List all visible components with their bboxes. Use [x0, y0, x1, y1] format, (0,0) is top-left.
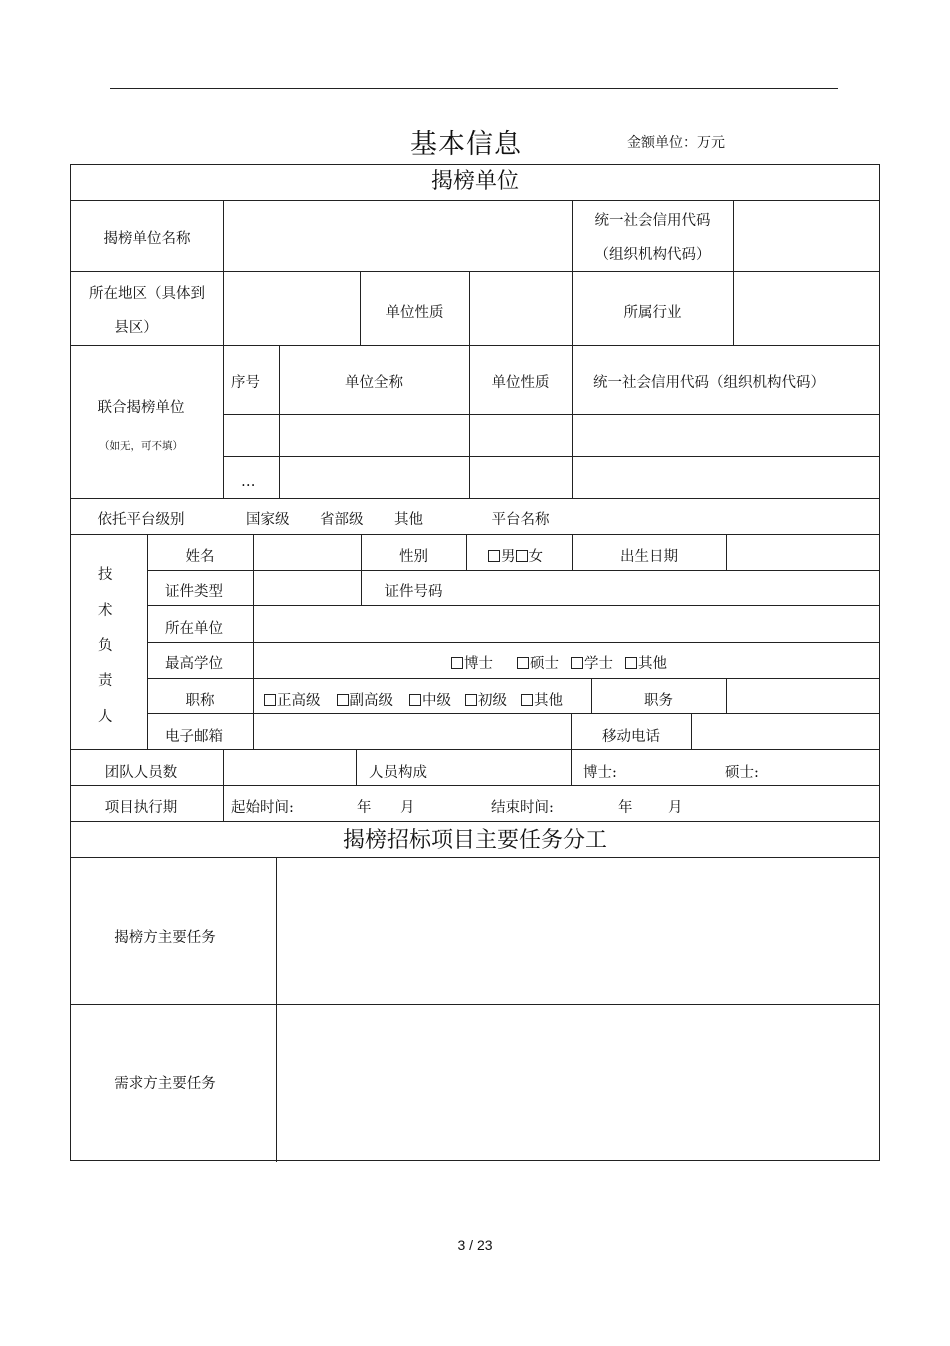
- title-other-label: 其他: [534, 693, 563, 709]
- amount-unit: 金额单位：万元: [627, 135, 725, 151]
- degree-phd-label: 博士: [464, 656, 493, 672]
- region-label-sub: 县区）: [114, 320, 158, 336]
- level-other[interactable]: 其他: [394, 512, 423, 528]
- tech-lead-char-3: 负: [98, 638, 113, 654]
- title-junior-checkbox[interactable]: [465, 694, 477, 706]
- credit-code-label-sub: （组织机构代码）: [594, 247, 711, 263]
- col-fullname: 单位全称: [345, 375, 403, 391]
- degree-other-label: 其他: [638, 656, 667, 672]
- end-year-label: 年: [618, 800, 633, 816]
- degree-master-label: 硕士: [530, 656, 559, 672]
- title-associate-checkbox[interactable]: [337, 694, 349, 706]
- section-title-bidder: 揭榜单位: [430, 169, 519, 194]
- page-number: 3 / 23: [457, 1237, 493, 1253]
- degree-other-checkbox[interactable]: [625, 657, 637, 669]
- header-rule: [110, 88, 838, 89]
- position-label: 职务: [644, 693, 673, 709]
- info-form-table: [70, 164, 880, 1161]
- unit-name-label: 揭榜单位名称: [103, 231, 191, 247]
- region-label: 所在地区（具体到: [89, 286, 205, 302]
- title-senior-label: 正高级: [277, 693, 321, 709]
- degree-master-checkbox[interactable]: [517, 657, 529, 669]
- tech-lead-char-2: 术: [98, 603, 113, 619]
- section-title-tasks: 揭榜招标项目主要任务分工: [342, 828, 607, 853]
- degree-label: 最高学位: [165, 656, 223, 672]
- tech-lead-char-4: 责: [98, 673, 113, 689]
- team-composition-label: 人员构成: [369, 765, 427, 781]
- bidder-tasks-label: 揭榜方主要任务: [114, 930, 216, 946]
- start-month-label: 月: [400, 800, 415, 816]
- tech-lead-char-5: 人: [98, 709, 113, 725]
- unit-nature-label: 单位性质: [385, 305, 444, 321]
- job-title-label: 职称: [185, 693, 215, 709]
- more-rows-ellipsis: …: [241, 474, 256, 490]
- level-provincial[interactable]: 省部级: [320, 512, 364, 528]
- job-title-options: [264, 691, 563, 711]
- mobile-label: 移动电话: [602, 729, 660, 745]
- period-label: 项目执行期: [104, 800, 178, 816]
- gender-female-checkbox[interactable]: [516, 550, 528, 562]
- id-number-label: 证件号码: [384, 584, 443, 600]
- id-type-label: 证件类型: [165, 584, 223, 600]
- title-intermediate-checkbox[interactable]: [409, 694, 421, 706]
- title-junior-label: 初级: [478, 693, 507, 709]
- birth-date-label: 出生日期: [620, 549, 678, 565]
- industry-label: 所属行业: [623, 305, 682, 321]
- title-intermediate-label: 中级: [422, 693, 451, 709]
- lead-unit-label: 所在单位: [165, 621, 223, 637]
- degree-options: [451, 654, 667, 674]
- degree-phd-checkbox[interactable]: [451, 657, 463, 669]
- page-title: 基本信息: [410, 129, 522, 160]
- phd-count-label: 博士:: [583, 765, 617, 781]
- level-national[interactable]: 国家级: [246, 512, 290, 528]
- master-count-label: 硕士:: [725, 765, 759, 781]
- joint-bidder-label: 联合揭榜单位: [97, 400, 185, 416]
- gender-label: 性别: [399, 549, 428, 565]
- end-month-label: 月: [668, 800, 683, 816]
- gender-options: [488, 547, 543, 567]
- degree-bachelor-label: 学士: [584, 656, 613, 672]
- col-credit-code: 统一社会信用代码（组织机构代码）: [593, 375, 825, 391]
- title-senior-checkbox[interactable]: [264, 694, 276, 706]
- gender-male-checkbox[interactable]: [488, 550, 500, 562]
- title-other-checkbox[interactable]: [521, 694, 533, 706]
- demand-tasks-label: 需求方主要任务: [114, 1076, 216, 1092]
- start-time-label: 起始时间:: [231, 800, 294, 816]
- credit-code-label: 统一社会信用代码: [594, 213, 711, 229]
- col-nature: 单位性质: [491, 375, 550, 391]
- email-label: 电子邮箱: [165, 729, 223, 745]
- end-time-label: 结束时间:: [491, 800, 554, 816]
- platform-name-label: 平台名称: [491, 512, 550, 528]
- joint-bidder-note: （如无，可不填）: [99, 440, 183, 452]
- gender-female-label: 女: [528, 549, 543, 565]
- degree-bachelor-checkbox[interactable]: [571, 657, 583, 669]
- tech-lead-char-1: 技: [98, 567, 113, 583]
- team-count-label: 团队人员数: [104, 765, 178, 781]
- gender-male-label: 男: [501, 549, 516, 565]
- col-seq: 序号: [231, 375, 260, 391]
- platform-level-label: 依托平台级别: [97, 512, 185, 528]
- name-label: 姓名: [185, 549, 215, 565]
- title-associate-label: 副高级: [349, 693, 393, 709]
- start-year-label: 年: [357, 800, 372, 816]
